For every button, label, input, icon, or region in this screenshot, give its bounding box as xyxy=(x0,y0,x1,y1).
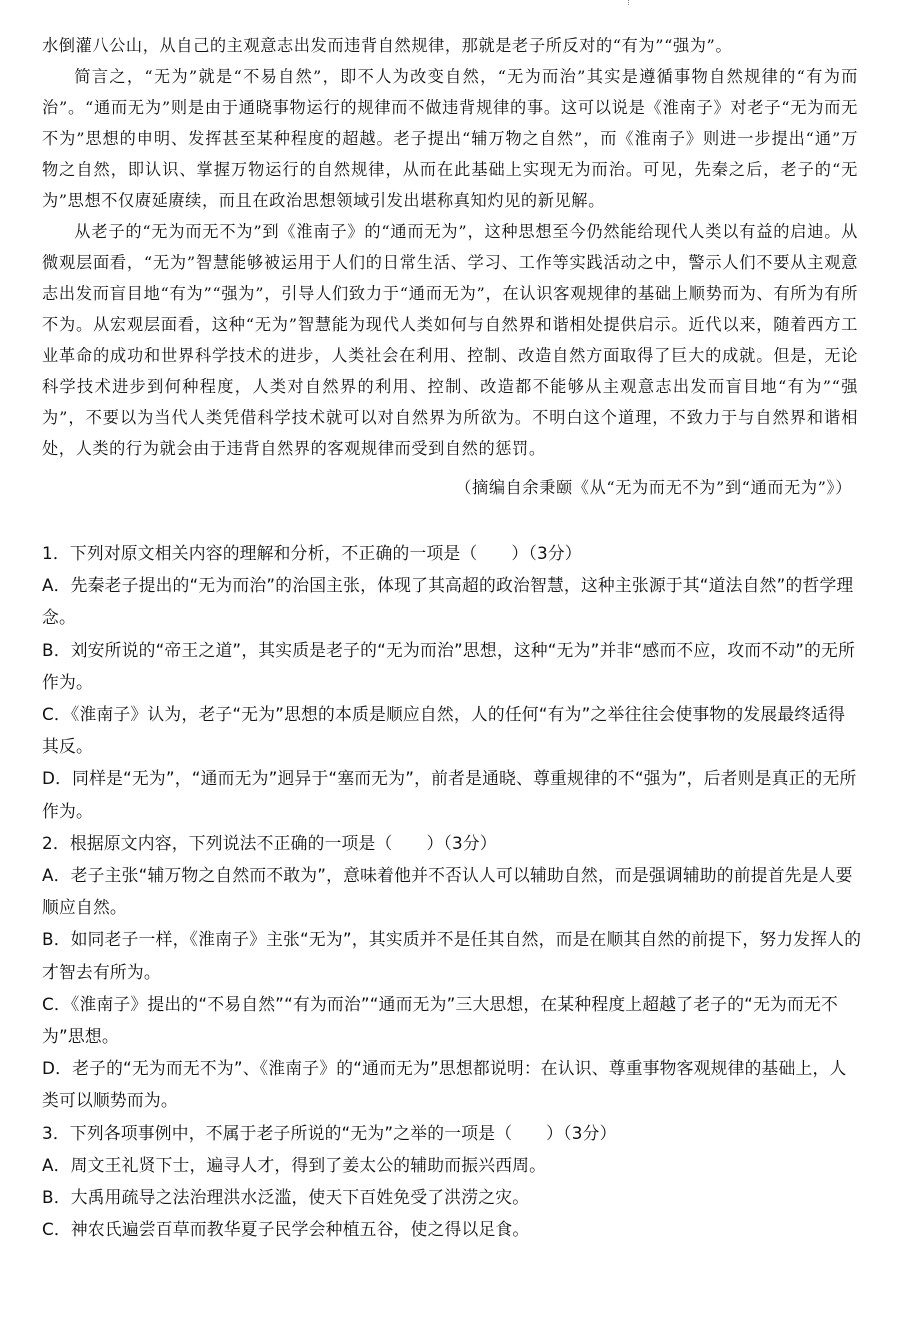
question-stem: 2．根据原文内容，下列说法不正确的一项是（ ）（3分） xyxy=(42,832,497,853)
option-a: A．先秦老子提出的“无为而治”的治国主张，体现了其高超的政治智慧，这种主张源于其“道法自然”的哲学理念。 xyxy=(42,575,854,628)
question-list xyxy=(42,537,862,1245)
option-c: C．《淮南子》认为，老子“无为”思想的本质是顺应自然，人的任何“有为”之举往往会使事物的发展最终适得其反。 xyxy=(42,704,846,757)
reading-passage xyxy=(42,30,858,503)
option-b: B．刘安所说的“帝王之道”，其实质是老子的“无为而治”思想，这种“无为”并非“感而不应，攻而不动”的无所作为。 xyxy=(42,639,856,692)
passage-source: （摘编自余秉颐《从“无为而无不为”到“通而无为”》） xyxy=(455,478,852,497)
question-stem: 1．下列对原文相关内容的理解和分析，不正确的一项是（ ）（3分） xyxy=(42,543,582,563)
question-stem: 3．下列各项事例中，不属于老子所说的“无为”之举的一项是（ ）（3分） xyxy=(42,1122,617,1143)
option-a: A．老子主张“辅万物之自然而不敢为”，意味着他并不否认人可以辅助自然，而是强调辅助的前提首先是人要顺应自然。 xyxy=(42,865,853,918)
passage-paragraph: 简言之，“无为”就是“不易自然”，即不人为改变自然，“无为而治”其实是遵循事物自然规律的“有为而治”。“通而无为”则是由于通晓事物运行的规律而不做违背规律的事。这可以说是《淮南子》对老子“无为而无不为”思想的申明、发挥甚至某种程度的超越。老子提出“辅万物之自然”，而《淮南子》则进一步提出“通”万物之自然，即认识、掌握万物运行的自然规律，从而在此基础上实现无为而治。可见，先秦之后，老子的“无为”思想不仅赓延赓续，而且在政治思想领域引发出堪称真知灼见的新见解。 xyxy=(42,67,858,210)
option-c: C．神农氏遍尝百草而教华夏子民学会种植五谷，使之得以足食。 xyxy=(42,1219,530,1240)
option-d: D．同样是“无为”，“通而无为”迥异于“塞而无为”，前者是通晓、尊重规律的不“强为”，后者则是真正的无所作为。 xyxy=(42,768,857,821)
option-b: B．如同老子一样，《淮南子》主张“无为”，其实质并不是任其自然，而是在顺其自然的前提下，努力发挥人的才智去有所为。 xyxy=(42,929,862,982)
question-3 xyxy=(42,1117,862,1246)
passage-paragraph: 水倒灌八公山，从自己的主观意志出发而违背自然规律，那就是老子所反对的“有为”“强为”。 xyxy=(42,36,733,55)
option-b: B．大禹用疏导之法治理洪水泛滥，使天下百姓免受了洪涝之灾。 xyxy=(42,1187,530,1208)
option-c: C．《淮南子》提出的“不易自然”“有为而治”“通而无为”三大思想，在某种程度上超越了老子的“无为而无不为”思想。 xyxy=(42,993,838,1047)
question-2 xyxy=(42,827,862,1117)
question-1 xyxy=(42,537,862,827)
scan-mark xyxy=(628,0,631,5)
option-d: D．老子的“无为而无不为”、《淮南子》的“通而无为”思想都说明：在认识、尊重事物客观规律的基础上，人类可以顺势而为。 xyxy=(42,1058,847,1111)
passage-paragraph: 从老子的“无为而无不为”到《淮南子》的“通而无为”，这种思想至今仍然能给现代人类以有益的启迪。从微观层面看，“无为”智慧能够被运用于人们的日常生活、学习、工作等实践活动之中，警示人们不要从主观意志出发而盲目地“有为”“强为”，引导人们致力于“通而无为”，在认识客观规律的基础上顺势而为、有所为有所不为。从宏观层面看，这种“无为”智慧能为现代人类如何与自然界和谐相处提供启示。近代以来，随着西方工业革命的成功和世界科学技术的进步，人类社会在利用、控制、改造自然方面取得了巨大的成就。但是，无论科学技术进步到何种程度，人类对自然界的利用、控制、改造都不能够从主观意志出发而盲目地“有为”“强为”，不要以为当代人类凭借科学技术就可以对自然界为所欲为。不明白这个道理，不致力于与自然界和谐相处，人类的行为就会由于违背自然界的客观规律而受到自然的惩罚。 xyxy=(42,222,858,458)
option-a: A．周文王礼贤下士，遍寻人才，得到了姜太公的辅助而振兴西周。 xyxy=(42,1154,547,1175)
